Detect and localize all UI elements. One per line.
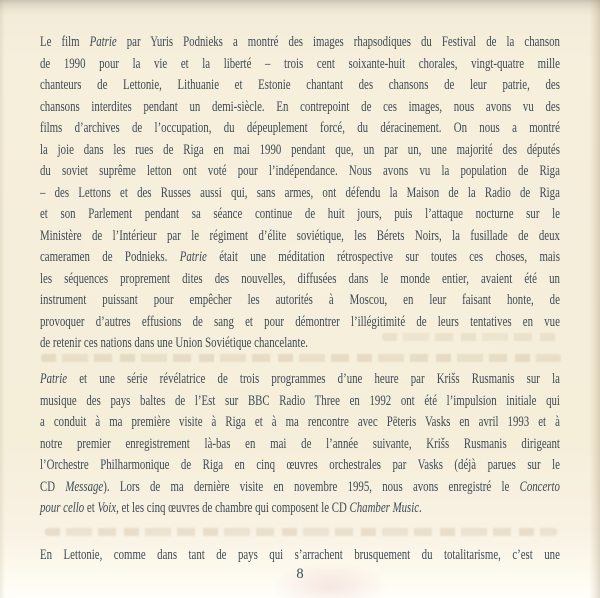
text-segment: provoquer d’autres effusions de sang et pour démontrer l’illégitimité de leurs tentatives en vue <box>40 313 560 330</box>
text-line <box>40 290 560 312</box>
page-left-edge-shadow <box>0 0 5 598</box>
text-line <box>40 97 560 119</box>
text-line <box>40 455 560 477</box>
italic-text-segment: Patrie <box>40 371 68 387</box>
italic-text-segment: Concerto <box>519 478 560 495</box>
text-segment: – des Lettons et des Russes aussi qui, sans armes, ont défendu la Maison de la Radio de Riga <box>40 184 560 201</box>
text-line <box>40 247 560 269</box>
text-line <box>40 477 560 499</box>
text-segment: films d’archives de l’occupation, du dépeuplement forcé, du déracinement. On nous a montré <box>40 120 560 136</box>
text-line <box>40 312 560 334</box>
text-line <box>40 32 560 54</box>
text-segment: et son Parlement pendant sa séance continue de huit jours, puis l’attaque nocturne sur le <box>40 206 560 222</box>
page-number: 8 <box>296 566 304 582</box>
italic-text-segment: Patrie <box>89 34 117 50</box>
text-line <box>40 183 560 205</box>
text-line <box>40 204 560 226</box>
text-segment: , et les cinq œuvres de chambre qui composent le CD <box>116 500 350 516</box>
italic-text-segment: pour cello <box>40 500 85 516</box>
text-line <box>40 140 560 162</box>
text-segment: chansons interdites pendant un demi-siècle. En contrepoint de ces images, nous avons vu des <box>40 98 560 115</box>
text-segment: et <box>84 500 98 516</box>
paragraph-2 <box>40 369 560 520</box>
text-segment: instrument puissant pour empêcher les autorités à Moscou, en leur faisant honte, de <box>40 292 560 308</box>
text-line <box>40 412 560 434</box>
text-segment: En Lettonie, comme dans tant de pays qui s’arrachent brusquement du totalitarisme, c’est une <box>40 547 560 563</box>
text-segment: chanteurs de Lettonie, Lithuanie et Estonie chantant des chansons de leur patrie, des <box>40 77 560 93</box>
page-right-edge-shadow <box>589 0 600 598</box>
italic-text-segment: Message <box>65 478 104 495</box>
text-line <box>40 498 560 520</box>
text-line <box>40 118 560 140</box>
text-segment: par Yuris Podnieks a montré des images rhapsodiques du Festival de la chanson <box>116 34 560 50</box>
text-line <box>40 391 560 413</box>
text-segment: musique des pays baltes de l’Est sur BBC Radio Three en 1992 ont été l’impulsion initiale qui <box>40 392 560 409</box>
text-segment: l’Orchestre Philharmonique de Riga en cinq œuvres orchestrales par Vasks (déjà parues sur le <box>40 457 560 473</box>
text-segment: et une série révélatrice de trois programmes d’une heure par Krišs Rusmanis sur la <box>67 371 560 387</box>
text-segment: CD <box>40 478 66 495</box>
text-line <box>40 226 560 248</box>
text-segment: Ministère de l’Intérieur par le régiment d’élite soviétique, les Bérets Noirs, la fusillade de deux <box>40 227 560 244</box>
paragraph-1 <box>40 32 560 355</box>
text-line <box>40 75 560 97</box>
text-line <box>40 545 560 567</box>
text-line <box>40 161 560 183</box>
italic-text-segment: Voix <box>97 500 117 516</box>
text-segment: de retenir ces nations dans une Union Soviétique chancelante. <box>40 335 308 351</box>
text-segment: cameramen de Podnieks. <box>40 249 180 265</box>
italic-text-segment: Chamber Music <box>349 500 420 516</box>
text-segment: notre premier enregistrement là-bas en mai de l’année suivante, Krišs Rusmanis dirigeant <box>40 435 560 452</box>
text-line <box>40 369 560 391</box>
text-segment: . <box>419 500 422 516</box>
text-segment: de 1990 pour la vie et la liberté – trois cent soixante-huit chorales, vingt-quatre mille <box>40 55 560 72</box>
show-through-ghost-text <box>382 333 560 341</box>
show-through-ghost-text <box>45 528 557 536</box>
show-through-ghost-text <box>41 354 561 362</box>
text-segment: la joie dans les rues de Riga en mai 1990 pendant que, un par un, une majorité des députés <box>40 141 560 158</box>
text-segment: a conduit à ma première visite à Riga et à ma rencontre avec Pēteris Vasks en avril 1993 et à <box>40 414 560 430</box>
italic-text-segment: Patrie <box>179 249 207 265</box>
text-line <box>40 269 560 291</box>
text-segment: ). Lors de ma dernière visite en novembre 1995, nous avons enregistré le <box>103 478 520 495</box>
text-line <box>40 434 560 456</box>
text-segment: les séquences proprement dites des nouvelles, diffusées dans le monde entier, avaient été un <box>40 270 560 287</box>
text-segment: du soviet suprême letton ont voté pour l’indépendance. Nous avons vu la population de Riga <box>40 163 560 179</box>
paragraph-3 <box>40 545 560 567</box>
text-line <box>40 54 560 76</box>
text-segment: était une méditation rétrospective sur toutes ces choses, mais <box>206 249 560 265</box>
text-segment: Le film <box>40 34 90 50</box>
